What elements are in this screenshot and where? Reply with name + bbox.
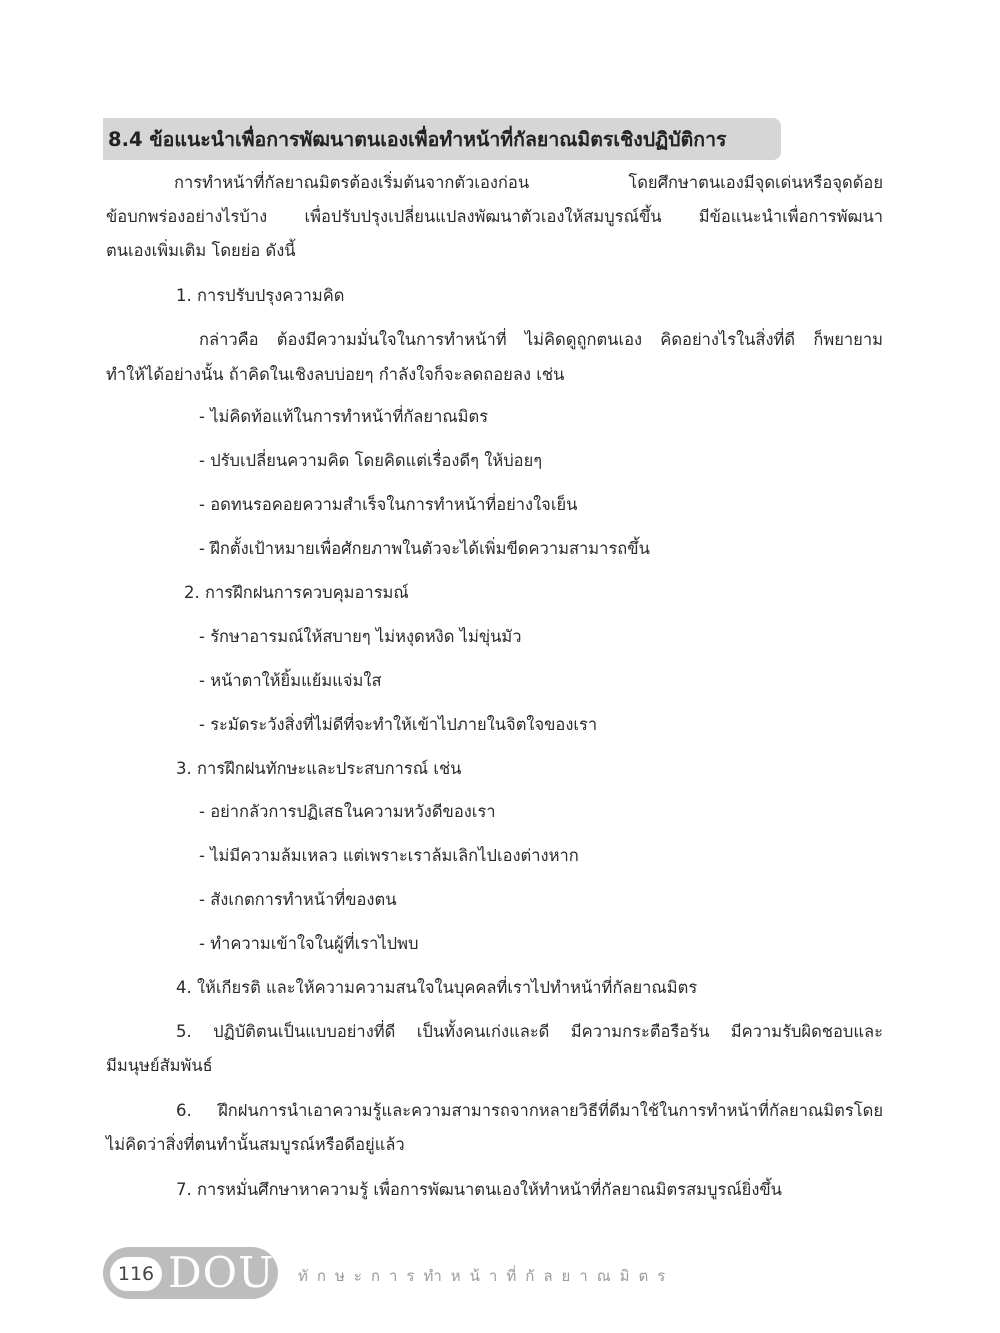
item-1-desc-line-2: ทำให้ได้อย่างนั้น ถ้าคิดในเชิงลบบ่อยๆ กำลังใจก็จะลดถอยลง เช่น bbox=[106, 365, 565, 384]
item-2-bullet: - ระมัดระวังสิ่งที่ไม่ดีที่จะทำให้เข้าไปภายในจิตใจของเรา bbox=[199, 715, 598, 734]
intro-line-3: ตนเองเพิ่มเติม โดยย่อ ดังนี้ bbox=[106, 241, 296, 260]
item-5-line-1: 5. ปฏิบัติตนเป็นแบบอย่างที่ดี เป็นทั้งคนเก่งและดี มีความกระตือรือร้น มีความรับผิดชอบและ bbox=[176, 1022, 883, 1041]
item-3-bullet: - ทำความเข้าใจในผู้ที่เราไปพบ bbox=[199, 934, 419, 953]
item-1-title: 1. การปรับปรุงความคิด bbox=[176, 286, 345, 305]
item-2-bullet: - รักษาอารมณ์ให้สบายๆ ไม่หงุดหงิด ไม่ขุ่นมัว bbox=[199, 627, 522, 646]
item-5-line-2: มีมนุษย์สัมพันธ์ bbox=[106, 1056, 213, 1075]
item-1-bullet: - ปรับเปลี่ยนความคิด โดยคิดแต่เรื่องดีๆ ให้บ่อยๆ bbox=[199, 451, 543, 470]
item-3-title: 3. การฝึกฝนทักษะและประสบการณ์ เช่น bbox=[176, 759, 462, 778]
section-heading: 8.4 ข้อแนะนำเพื่อการพัฒนาตนเองเพื่อทำหน้าที่กัลยาณมิตรเชิงปฏิบัติการ bbox=[108, 128, 727, 151]
item-1-desc-line-1: กล่าวคือ ต้องมีความมั่นใจในการทำหน้าที่ ไม่คิดดูถูกตนเอง คิดอย่างไรในสิ่งที่ดี ก็พยายาม bbox=[199, 330, 883, 349]
item-1-bullet: - อดทนรอคอยความสำเร็จในการทำหน้าที่อย่างใจเย็น bbox=[199, 495, 578, 514]
item-6-line-1: 6. ฝึกฝนการนำเอาความรู้และความสามารถจากหลายวิธีที่ดีมาใช้ในการทำหน้าที่กัลยาณมิตรโดย bbox=[176, 1101, 883, 1120]
item-3-bullet: - ไม่มีความล้มเหลว แต่เพราะเราล้มเลิกไปเองต่างหาก bbox=[199, 846, 579, 865]
item-2-bullet: - หน้าตาให้ยิ้มแย้มแจ่มใส bbox=[199, 671, 382, 690]
item-4-title: 4. ให้เกียรติ และให้ความความสนใจในบุคคลที่เราไปทำหน้าที่กัลยาณมิตร bbox=[176, 978, 698, 997]
intro-line-2: ข้อบกพร่องอย่างไรบ้าง เพื่อปรับปรุงเปลี่ยนแปลงพัฒนาตัวเองให้สมบูรณ์ขึ้น มีข้อแนะนำเพื่อการพัฒนา bbox=[106, 207, 883, 226]
running-footer-title: ทักษะการทำหน้าที่กัลยาณมิตร bbox=[298, 1267, 675, 1285]
item-1-bullet: - ไม่คิดท้อแท้ในการทำหน้าที่กัลยาณมิตร bbox=[199, 407, 489, 426]
item-3-bullet: - อย่ากลัวการปฏิเสธในความหวังดีของเรา bbox=[199, 802, 496, 821]
dou-logo: DOU bbox=[168, 1248, 275, 1297]
item-6-line-2: ไม่คิดว่าสิ่งที่ตนทำนั้นสมบูรณ์หรือดีอยู่แล้ว bbox=[106, 1135, 405, 1154]
item-7-title: 7. การหมั่นศึกษาหาความรู้ เพื่อการพัฒนาตนเองให้ทำหน้าที่กัลยาณมิตรสมบูรณ์ยิ่งขึ้น bbox=[176, 1180, 782, 1199]
intro-line-1: การทำหน้าที่กัลยาณมิตรต้องเริ่มต้นจากตัวเองก่อน โดยศึกษาตนเองมีจุดเด่นหรือจุดด้อย bbox=[174, 173, 883, 192]
item-1-bullet: - ฝึกตั้งเป้าหมายเพื่อศักยภาพในตัวจะได้เพิ่มขีดความสามารถขึ้น bbox=[199, 539, 650, 558]
page-number: 116 bbox=[110, 1257, 162, 1291]
item-2-title: 2. การฝึกฝนการควบคุมอารมณ์ bbox=[184, 583, 409, 602]
item-3-bullet: - สังเกตการทำหน้าที่ของตน bbox=[199, 890, 397, 909]
